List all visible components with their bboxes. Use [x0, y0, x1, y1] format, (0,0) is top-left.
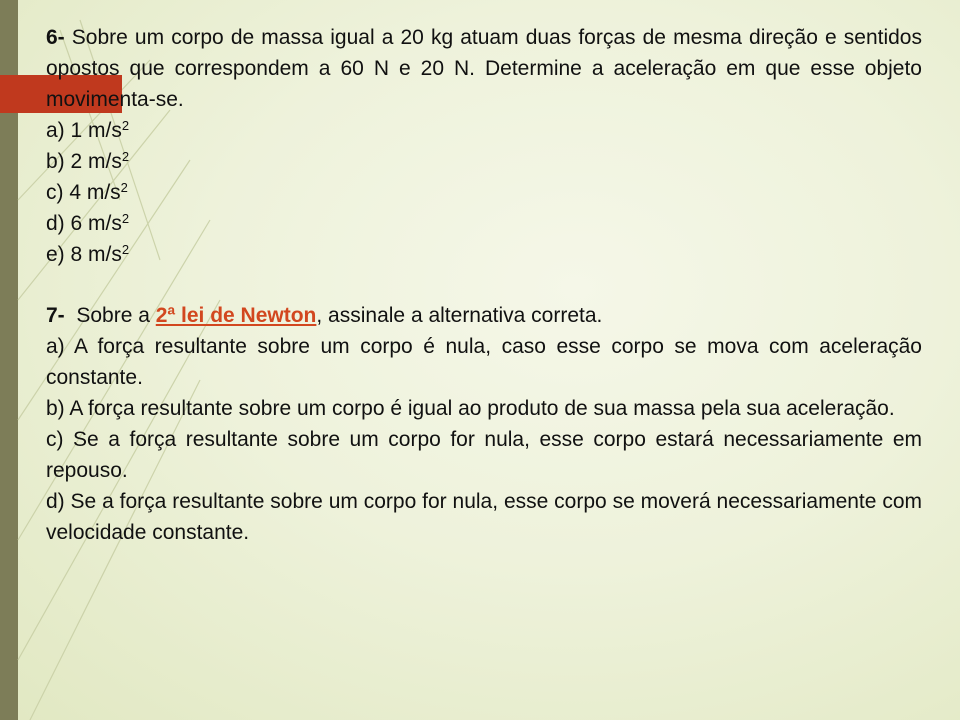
q6-text: Sobre um corpo de massa igual a 20 kg atuam duas forças de mesma direção e sentidos opostos que correspondem a 60 N e 20 N. Determine a aceleração em que esse objeto movimenta-se. — [46, 26, 922, 111]
slide-content — [46, 22, 922, 548]
q6-option: d) 6 $m/s^2$ — [46, 211, 130, 235]
q6-option: e) 8 $m/s^2$ — [46, 242, 130, 266]
q7-statement: 7- Sobre a 2ª lei de Newton, assinale a alternativa correta. — [46, 304, 603, 327]
q7-option: b) A força resultante sobre um corpo é igual ao produto de sua massa pela sua aceleração. — [46, 397, 895, 420]
q7-option: c) Se a força resultante sobre um corpo for nula, esse corpo estará necessariamente em repouso. — [46, 428, 922, 482]
q6-option: a) 1 $m/s^2$ — [46, 118, 130, 142]
q7-number: 7- — [46, 304, 65, 327]
q7-option: d) Se a força resultante sobre um corpo for nula, esse corpo se moverá necessariamente com velocidade constante. — [46, 490, 922, 544]
newton-law-link[interactable]: 2ª lei de Newton — [155, 304, 317, 327]
q6-option: c) 4 $m/s^2$ — [46, 180, 128, 204]
q6-number: 6- — [46, 26, 65, 49]
q6-option: b) 2 $m/s^2$ — [46, 149, 130, 173]
q6-statement — [46, 22, 922, 115]
q7-option: a) A força resultante sobre um corpo é nula, caso esse corpo se mova com aceleração constante. — [46, 335, 922, 389]
